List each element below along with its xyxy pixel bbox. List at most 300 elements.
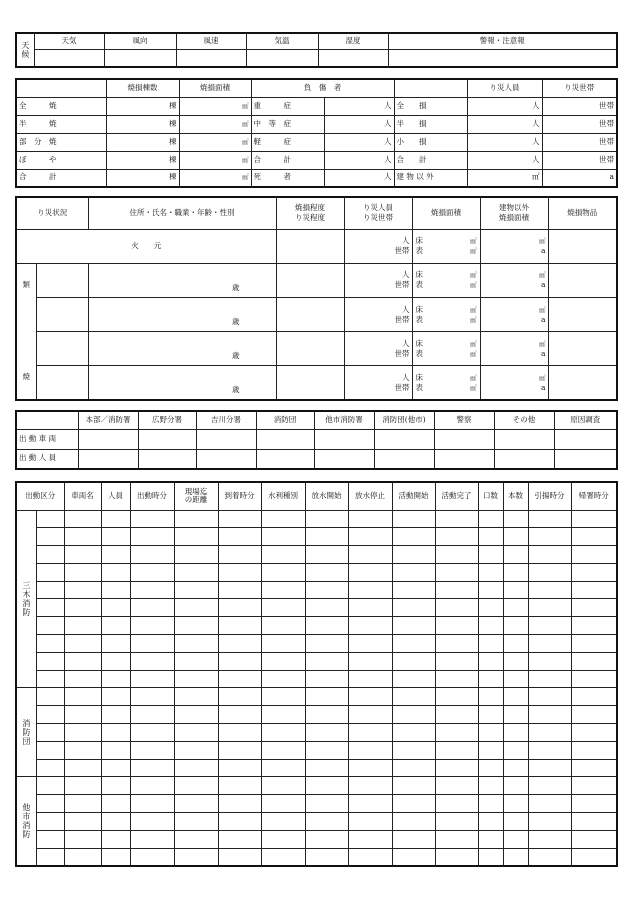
injury-count-field[interactable]	[324, 169, 394, 187]
activity-field[interactable]	[101, 510, 130, 528]
activity-field[interactable]	[503, 652, 528, 670]
activity-field[interactable]	[130, 546, 174, 564]
activity-field[interactable]	[478, 741, 503, 759]
activity-field[interactable]	[174, 777, 218, 795]
activity-field[interactable]	[64, 706, 101, 724]
non-building-area-field[interactable]	[480, 332, 548, 366]
activity-field[interactable]	[218, 670, 261, 688]
activity-field[interactable]	[218, 599, 261, 617]
affected-people-field[interactable]	[467, 97, 542, 115]
activity-field[interactable]	[571, 688, 617, 706]
address-name-field[interactable]	[88, 297, 276, 331]
division-field[interactable]	[36, 510, 64, 528]
non-building-area-field[interactable]	[480, 366, 548, 400]
affected-count-field[interactable]	[344, 263, 412, 297]
dispatch-count-field[interactable]	[138, 449, 196, 469]
activity-field[interactable]	[348, 724, 392, 742]
activity-field[interactable]	[305, 635, 348, 653]
activity-field[interactable]	[174, 795, 218, 813]
division-field[interactable]	[36, 795, 64, 813]
division-field[interactable]	[36, 635, 64, 653]
activity-field[interactable]	[130, 563, 174, 581]
damage-status-field[interactable]	[36, 297, 88, 331]
activity-field[interactable]	[64, 688, 101, 706]
activity-field[interactable]	[528, 813, 571, 831]
activity-field[interactable]	[64, 563, 101, 581]
activity-field[interactable]	[64, 795, 101, 813]
activity-field[interactable]	[503, 581, 528, 599]
activity-field[interactable]	[348, 777, 392, 795]
activity-field[interactable]	[348, 617, 392, 635]
division-field[interactable]	[36, 813, 64, 831]
division-field[interactable]	[36, 830, 64, 848]
activity-field[interactable]	[478, 724, 503, 742]
activity-field[interactable]	[571, 581, 617, 599]
activity-field[interactable]	[261, 759, 305, 777]
activity-field[interactable]	[435, 528, 478, 546]
activity-field[interactable]	[348, 759, 392, 777]
activity-field[interactable]	[528, 546, 571, 564]
weather-field[interactable]	[34, 49, 104, 67]
activity-field[interactable]	[478, 546, 503, 564]
burned-items-field[interactable]	[548, 366, 617, 400]
burned-area-field[interactable]	[179, 169, 251, 187]
burn-degree-field[interactable]	[276, 366, 344, 400]
activity-field[interactable]	[261, 670, 305, 688]
activity-field[interactable]	[174, 528, 218, 546]
dispatch-count-field[interactable]	[554, 449, 617, 469]
activity-field[interactable]	[435, 795, 478, 813]
activity-field[interactable]	[218, 706, 261, 724]
activity-field[interactable]	[435, 652, 478, 670]
activity-field[interactable]	[305, 759, 348, 777]
activity-field[interactable]	[261, 563, 305, 581]
activity-field[interactable]	[503, 688, 528, 706]
damage-status-field[interactable]	[36, 332, 88, 366]
affected-people-field[interactable]	[467, 115, 542, 133]
burned-buildings-field[interactable]	[106, 151, 179, 169]
activity-field[interactable]	[435, 830, 478, 848]
activity-field[interactable]	[528, 563, 571, 581]
activity-field[interactable]	[571, 724, 617, 742]
affected-households-field[interactable]	[542, 115, 617, 133]
injury-count-field[interactable]	[324, 115, 394, 133]
activity-field[interactable]	[503, 563, 528, 581]
activity-field[interactable]	[305, 848, 348, 866]
activity-field[interactable]	[261, 635, 305, 653]
activity-field[interactable]	[305, 510, 348, 528]
activity-field[interactable]	[101, 652, 130, 670]
activity-field[interactable]	[435, 813, 478, 831]
division-field[interactable]	[36, 706, 64, 724]
activity-field[interactable]	[174, 563, 218, 581]
activity-field[interactable]	[503, 635, 528, 653]
burn-degree-field[interactable]	[276, 263, 344, 297]
activity-field[interactable]	[478, 706, 503, 724]
activity-field[interactable]	[101, 706, 130, 724]
activity-field[interactable]	[218, 546, 261, 564]
wind-direction-field[interactable]	[104, 49, 176, 67]
activity-field[interactable]	[305, 652, 348, 670]
activity-field[interactable]	[348, 528, 392, 546]
activity-field[interactable]	[64, 635, 101, 653]
activity-field[interactable]	[261, 724, 305, 742]
activity-field[interactable]	[528, 670, 571, 688]
activity-field[interactable]	[64, 777, 101, 795]
activity-field[interactable]	[305, 563, 348, 581]
burned-area-field[interactable]	[179, 151, 251, 169]
dispatch-count-field[interactable]	[494, 429, 554, 449]
division-field[interactable]	[36, 848, 64, 866]
activity-field[interactable]	[64, 528, 101, 546]
activity-field[interactable]	[64, 617, 101, 635]
activity-field[interactable]	[174, 652, 218, 670]
activity-field[interactable]	[101, 759, 130, 777]
affected-households-field[interactable]	[542, 97, 617, 115]
activity-field[interactable]	[435, 706, 478, 724]
activity-field[interactable]	[348, 830, 392, 848]
activity-field[interactable]	[261, 706, 305, 724]
activity-field[interactable]	[503, 848, 528, 866]
burned-buildings-field[interactable]	[106, 133, 179, 151]
activity-field[interactable]	[130, 848, 174, 866]
activity-field[interactable]	[130, 795, 174, 813]
activity-field[interactable]	[392, 670, 435, 688]
activity-field[interactable]	[528, 510, 571, 528]
activity-field[interactable]	[392, 741, 435, 759]
activity-field[interactable]	[478, 617, 503, 635]
activity-field[interactable]	[261, 795, 305, 813]
activity-field[interactable]	[218, 741, 261, 759]
activity-field[interactable]	[101, 563, 130, 581]
activity-field[interactable]	[392, 830, 435, 848]
activity-field[interactable]	[218, 830, 261, 848]
activity-field[interactable]	[348, 581, 392, 599]
activity-field[interactable]	[261, 777, 305, 795]
division-field[interactable]	[36, 617, 64, 635]
warnings-field[interactable]	[388, 49, 617, 67]
activity-field[interactable]	[174, 670, 218, 688]
burned-area-field[interactable]	[412, 332, 480, 366]
activity-field[interactable]	[571, 635, 617, 653]
dispatch-count-field[interactable]	[494, 449, 554, 469]
activity-field[interactable]	[174, 546, 218, 564]
activity-field[interactable]	[528, 581, 571, 599]
dispatch-count-field[interactable]	[196, 449, 256, 469]
activity-field[interactable]	[435, 741, 478, 759]
activity-field[interactable]	[174, 635, 218, 653]
activity-field[interactable]	[478, 813, 503, 831]
activity-field[interactable]	[101, 528, 130, 546]
activity-field[interactable]	[64, 830, 101, 848]
activity-field[interactable]	[218, 652, 261, 670]
activity-field[interactable]	[392, 599, 435, 617]
activity-field[interactable]	[130, 617, 174, 635]
wind-speed-field[interactable]	[176, 49, 246, 67]
activity-field[interactable]	[130, 599, 174, 617]
activity-field[interactable]	[478, 599, 503, 617]
activity-field[interactable]	[571, 652, 617, 670]
temperature-field[interactable]	[246, 49, 318, 67]
activity-field[interactable]	[305, 706, 348, 724]
activity-field[interactable]	[218, 813, 261, 831]
activity-field[interactable]	[261, 599, 305, 617]
activity-field[interactable]	[392, 563, 435, 581]
activity-field[interactable]	[348, 563, 392, 581]
activity-field[interactable]	[478, 635, 503, 653]
activity-field[interactable]	[571, 813, 617, 831]
activity-field[interactable]	[305, 599, 348, 617]
activity-field[interactable]	[348, 652, 392, 670]
activity-field[interactable]	[503, 830, 528, 848]
activity-field[interactable]	[64, 724, 101, 742]
activity-field[interactable]	[392, 795, 435, 813]
activity-field[interactable]	[528, 830, 571, 848]
activity-field[interactable]	[392, 724, 435, 742]
burned-buildings-field[interactable]	[106, 97, 179, 115]
division-field[interactable]	[36, 688, 64, 706]
activity-field[interactable]	[261, 848, 305, 866]
activity-field[interactable]	[392, 706, 435, 724]
burned-buildings-field[interactable]	[106, 115, 179, 133]
activity-field[interactable]	[348, 635, 392, 653]
activity-field[interactable]	[571, 706, 617, 724]
activity-field[interactable]	[571, 848, 617, 866]
burned-area-field[interactable]	[179, 133, 251, 151]
burned-items-field[interactable]	[548, 229, 617, 263]
dispatch-count-field[interactable]	[434, 449, 494, 469]
activity-field[interactable]	[571, 599, 617, 617]
activity-field[interactable]	[305, 617, 348, 635]
activity-field[interactable]	[392, 546, 435, 564]
activity-field[interactable]	[348, 741, 392, 759]
activity-field[interactable]	[435, 724, 478, 742]
activity-field[interactable]	[528, 688, 571, 706]
activity-field[interactable]	[218, 759, 261, 777]
affected-count-field[interactable]	[344, 229, 412, 263]
activity-field[interactable]	[478, 563, 503, 581]
non-building-area-field[interactable]	[480, 263, 548, 297]
activity-field[interactable]	[64, 813, 101, 831]
activity-field[interactable]	[503, 617, 528, 635]
division-field[interactable]	[36, 599, 64, 617]
activity-field[interactable]	[130, 581, 174, 599]
activity-field[interactable]	[218, 688, 261, 706]
activity-field[interactable]	[64, 652, 101, 670]
burn-degree-field[interactable]	[276, 297, 344, 331]
activity-field[interactable]	[392, 813, 435, 831]
activity-field[interactable]	[435, 581, 478, 599]
burned-items-field[interactable]	[548, 263, 617, 297]
activity-field[interactable]	[101, 741, 130, 759]
activity-field[interactable]	[130, 741, 174, 759]
affected-households-field[interactable]	[542, 151, 617, 169]
burned-area-field[interactable]	[179, 115, 251, 133]
activity-field[interactable]	[571, 546, 617, 564]
activity-field[interactable]	[528, 528, 571, 546]
affected-people-field[interactable]	[467, 133, 542, 151]
activity-field[interactable]	[528, 652, 571, 670]
dispatch-count-field[interactable]	[78, 429, 138, 449]
division-field[interactable]	[36, 581, 64, 599]
humidity-field[interactable]	[318, 49, 388, 67]
activity-field[interactable]	[305, 528, 348, 546]
activity-field[interactable]	[101, 848, 130, 866]
burned-items-field[interactable]	[548, 332, 617, 366]
activity-field[interactable]	[218, 617, 261, 635]
burned-buildings-field[interactable]	[106, 169, 179, 187]
division-field[interactable]	[36, 652, 64, 670]
activity-field[interactable]	[101, 813, 130, 831]
address-name-field[interactable]	[88, 263, 276, 297]
activity-field[interactable]	[305, 830, 348, 848]
activity-field[interactable]	[218, 635, 261, 653]
activity-field[interactable]	[101, 599, 130, 617]
burned-area-field[interactable]	[179, 97, 251, 115]
activity-field[interactable]	[261, 688, 305, 706]
activity-field[interactable]	[305, 813, 348, 831]
activity-field[interactable]	[218, 581, 261, 599]
activity-field[interactable]	[130, 652, 174, 670]
division-field[interactable]	[36, 546, 64, 564]
activity-field[interactable]	[503, 724, 528, 742]
activity-field[interactable]	[130, 510, 174, 528]
activity-field[interactable]	[174, 617, 218, 635]
activity-field[interactable]	[64, 759, 101, 777]
activity-field[interactable]	[503, 795, 528, 813]
activity-field[interactable]	[130, 724, 174, 742]
activity-field[interactable]	[261, 741, 305, 759]
activity-field[interactable]	[130, 688, 174, 706]
activity-field[interactable]	[101, 724, 130, 742]
activity-field[interactable]	[130, 706, 174, 724]
division-field[interactable]	[36, 670, 64, 688]
activity-field[interactable]	[528, 848, 571, 866]
dispatch-count-field[interactable]	[256, 429, 314, 449]
activity-field[interactable]	[528, 795, 571, 813]
activity-field[interactable]	[571, 617, 617, 635]
activity-field[interactable]	[503, 528, 528, 546]
injury-count-field[interactable]	[324, 133, 394, 151]
activity-field[interactable]	[392, 652, 435, 670]
activity-field[interactable]	[64, 546, 101, 564]
activity-field[interactable]	[348, 546, 392, 564]
activity-field[interactable]	[130, 635, 174, 653]
activity-field[interactable]	[261, 510, 305, 528]
dispatch-count-field[interactable]	[374, 449, 434, 469]
activity-field[interactable]	[130, 670, 174, 688]
activity-field[interactable]	[130, 777, 174, 795]
activity-field[interactable]	[392, 688, 435, 706]
activity-field[interactable]	[218, 724, 261, 742]
activity-field[interactable]	[435, 777, 478, 795]
activity-field[interactable]	[528, 617, 571, 635]
activity-field[interactable]	[348, 688, 392, 706]
activity-field[interactable]	[305, 688, 348, 706]
activity-field[interactable]	[261, 830, 305, 848]
activity-field[interactable]	[478, 670, 503, 688]
activity-field[interactable]	[348, 670, 392, 688]
activity-field[interactable]	[101, 546, 130, 564]
activity-field[interactable]	[478, 581, 503, 599]
burn-degree-field[interactable]	[276, 332, 344, 366]
burn-degree-field[interactable]	[276, 229, 344, 263]
activity-field[interactable]	[64, 670, 101, 688]
activity-field[interactable]	[528, 635, 571, 653]
activity-field[interactable]	[478, 510, 503, 528]
activity-field[interactable]	[392, 635, 435, 653]
activity-field[interactable]	[174, 830, 218, 848]
activity-field[interactable]	[571, 670, 617, 688]
activity-field[interactable]	[571, 563, 617, 581]
dispatch-count-field[interactable]	[554, 429, 617, 449]
activity-field[interactable]	[528, 759, 571, 777]
activity-field[interactable]	[571, 741, 617, 759]
dispatch-count-field[interactable]	[138, 429, 196, 449]
activity-field[interactable]	[503, 741, 528, 759]
division-field[interactable]	[36, 777, 64, 795]
activity-field[interactable]	[478, 795, 503, 813]
division-field[interactable]	[36, 741, 64, 759]
activity-field[interactable]	[571, 510, 617, 528]
dispatch-count-field[interactable]	[196, 429, 256, 449]
activity-field[interactable]	[503, 546, 528, 564]
affected-people-field[interactable]	[467, 169, 542, 187]
activity-field[interactable]	[392, 528, 435, 546]
activity-field[interactable]	[528, 706, 571, 724]
activity-field[interactable]	[305, 581, 348, 599]
activity-field[interactable]	[503, 759, 528, 777]
activity-field[interactable]	[218, 848, 261, 866]
dispatch-count-field[interactable]	[374, 429, 434, 449]
activity-field[interactable]	[174, 706, 218, 724]
activity-field[interactable]	[174, 688, 218, 706]
activity-field[interactable]	[392, 759, 435, 777]
activity-field[interactable]	[64, 581, 101, 599]
activity-field[interactable]	[130, 813, 174, 831]
activity-field[interactable]	[218, 510, 261, 528]
affected-people-field[interactable]	[467, 151, 542, 169]
activity-field[interactable]	[101, 617, 130, 635]
activity-field[interactable]	[218, 563, 261, 581]
activity-field[interactable]	[348, 510, 392, 528]
address-name-field[interactable]	[88, 332, 276, 366]
activity-field[interactable]	[478, 777, 503, 795]
activity-field[interactable]	[478, 759, 503, 777]
activity-field[interactable]	[435, 848, 478, 866]
activity-field[interactable]	[64, 741, 101, 759]
activity-field[interactable]	[503, 670, 528, 688]
activity-field[interactable]	[528, 599, 571, 617]
activity-field[interactable]	[571, 528, 617, 546]
activity-field[interactable]	[392, 617, 435, 635]
burned-area-field[interactable]	[412, 263, 480, 297]
activity-field[interactable]	[261, 528, 305, 546]
activity-field[interactable]	[174, 510, 218, 528]
activity-field[interactable]	[130, 830, 174, 848]
activity-field[interactable]	[64, 510, 101, 528]
activity-field[interactable]	[571, 777, 617, 795]
division-field[interactable]	[36, 563, 64, 581]
activity-field[interactable]	[305, 670, 348, 688]
activity-field[interactable]	[348, 813, 392, 831]
activity-field[interactable]	[101, 688, 130, 706]
activity-field[interactable]	[571, 830, 617, 848]
activity-field[interactable]	[435, 563, 478, 581]
activity-field[interactable]	[571, 795, 617, 813]
activity-field[interactable]	[528, 741, 571, 759]
activity-field[interactable]	[101, 581, 130, 599]
